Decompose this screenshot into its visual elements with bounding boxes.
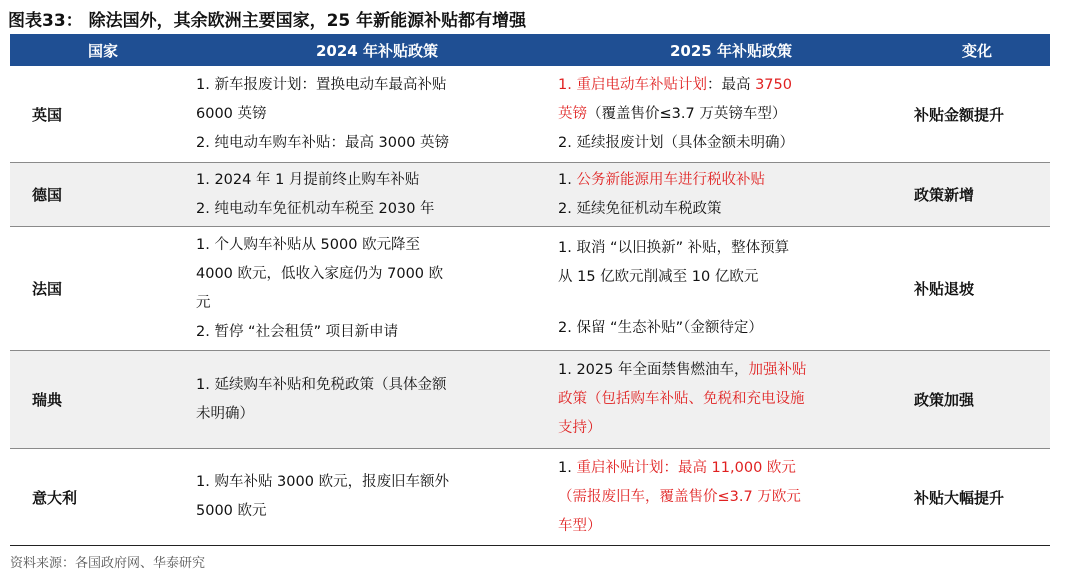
policy-line: 2. 暂停 “社会租赁” 项目新申请: [196, 323, 399, 340]
policy-line: 支持）: [558, 420, 602, 436]
policy-line: 6000 英镑: [196, 105, 267, 122]
country-cell: 法国: [32, 280, 63, 298]
policy-line: 1. 购车补贴 3000 欧元，报废旧车额外: [196, 474, 450, 490]
policy-line: 车型）: [558, 517, 602, 534]
highlight-text: 公务新能源用车进行税收补贴: [576, 171, 765, 188]
policy-2024-cell: [196, 449, 558, 545]
policy-line: 2. 保留 “生态补贴”（金额待定）: [558, 320, 763, 336]
header-2025: 2025 年补贴政策: [670, 41, 792, 60]
policy-text: （覆盖售价≤3.7 万英镑车型）: [587, 105, 787, 122]
policy-line: [558, 166, 904, 195]
table-row: [10, 66, 1050, 162]
policy-line: 1. 新车报废计划：置换电动车最高补贴: [196, 76, 447, 93]
table-header: [10, 34, 1050, 66]
policy-text: ：最高: [706, 76, 756, 93]
policy-line: 2. 纯电动车免征机动车税至 2030 年: [196, 200, 435, 217]
policy-line: 未明确）: [196, 405, 254, 422]
table-row: [10, 448, 1050, 545]
header-2024: 2024 年补贴政策: [316, 41, 438, 60]
policy-line: （需报废旧车，覆盖售价≤3.7 万欧元: [558, 488, 801, 505]
policy-line: 5000 欧元: [196, 503, 267, 519]
header-country: 国家: [87, 41, 118, 60]
policy-text: 1. 2025 年全面禁售燃油车，: [558, 362, 749, 378]
policy-text: 1.: [558, 171, 577, 188]
policy-2025-cell: [558, 351, 904, 448]
policy-2025-cell: [558, 163, 904, 226]
policy-2024-cell: [196, 351, 558, 448]
highlight-text: 英镑: [558, 105, 587, 122]
source-note: 资料来源：各国政府网、华泰研究: [10, 556, 206, 571]
change-cell: 政策加强: [914, 391, 975, 409]
table-row: [10, 226, 1050, 350]
policy-line: 2. 纯电动车购车补贴：最高 3000 英镑: [196, 134, 450, 151]
policy-line: 4000 欧元，低收入家庭仍为 7000 欧: [196, 265, 444, 282]
policy-2025-cell: [558, 227, 904, 350]
highlight-text: 1. 重启电动车补贴计划: [558, 76, 707, 93]
country-cell: 英国: [32, 105, 63, 124]
policy-text: 1.: [558, 459, 577, 476]
policy-line: [558, 71, 904, 100]
country-cell: 瑞典: [32, 391, 63, 409]
header-change: 变化: [961, 41, 992, 60]
change-cell: 补贴退坡: [914, 280, 975, 298]
country-cell: 意大利: [32, 488, 78, 507]
policy-line: 政策（包括购车补贴、免税和充电设施: [558, 391, 805, 407]
policy-line: 1. 延续购车补贴和免税政策（具体金额: [196, 376, 447, 393]
subsidy-table: [10, 34, 1050, 545]
policy-line: 从 15 亿欧元削减至 10 亿欧元: [558, 269, 759, 285]
highlight-text: 3750: [755, 76, 792, 93]
figure-title: 图表33： 除法国外，其余欧洲主要国家，25 年新能源补贴都有增强: [8, 11, 527, 31]
highlight-text: 重启补贴计划：最高 11,000 欧元: [576, 459, 796, 476]
policy-2025-cell: [558, 66, 904, 162]
policy-line: 1. 2024 年 1 月提前终止购车补贴: [196, 171, 420, 188]
policy-2024-cell: [196, 227, 558, 350]
policy-line: [558, 356, 904, 385]
policy-2024-cell: [196, 163, 558, 226]
policy-line: [558, 100, 904, 129]
highlight-text: 加强补贴: [748, 362, 807, 378]
policy-2025-cell: [558, 449, 904, 545]
table-row: [10, 350, 1050, 448]
table-row: [10, 162, 1050, 226]
policy-line: [558, 454, 904, 483]
policy-line: 1. 取消 “以旧换新” 补贴，整体预算: [558, 240, 790, 256]
policy-line: 2. 延续报废计划（具体金额未明确）: [558, 134, 794, 151]
change-cell: 政策新增: [914, 186, 975, 204]
policy-line: 2. 延续免征机动车税政策: [558, 200, 722, 217]
change-cell: 补贴金额提升: [914, 105, 1005, 124]
country-cell: 德国: [32, 186, 63, 204]
change-cell: 补贴大幅提升: [914, 488, 1005, 507]
table-bottom-rule: [10, 545, 1050, 546]
policy-line: 元: [196, 294, 211, 311]
policy-2024-cell: [196, 66, 558, 162]
policy-line: 1. 个人购车补贴从 5000 欧元降至: [196, 236, 421, 253]
